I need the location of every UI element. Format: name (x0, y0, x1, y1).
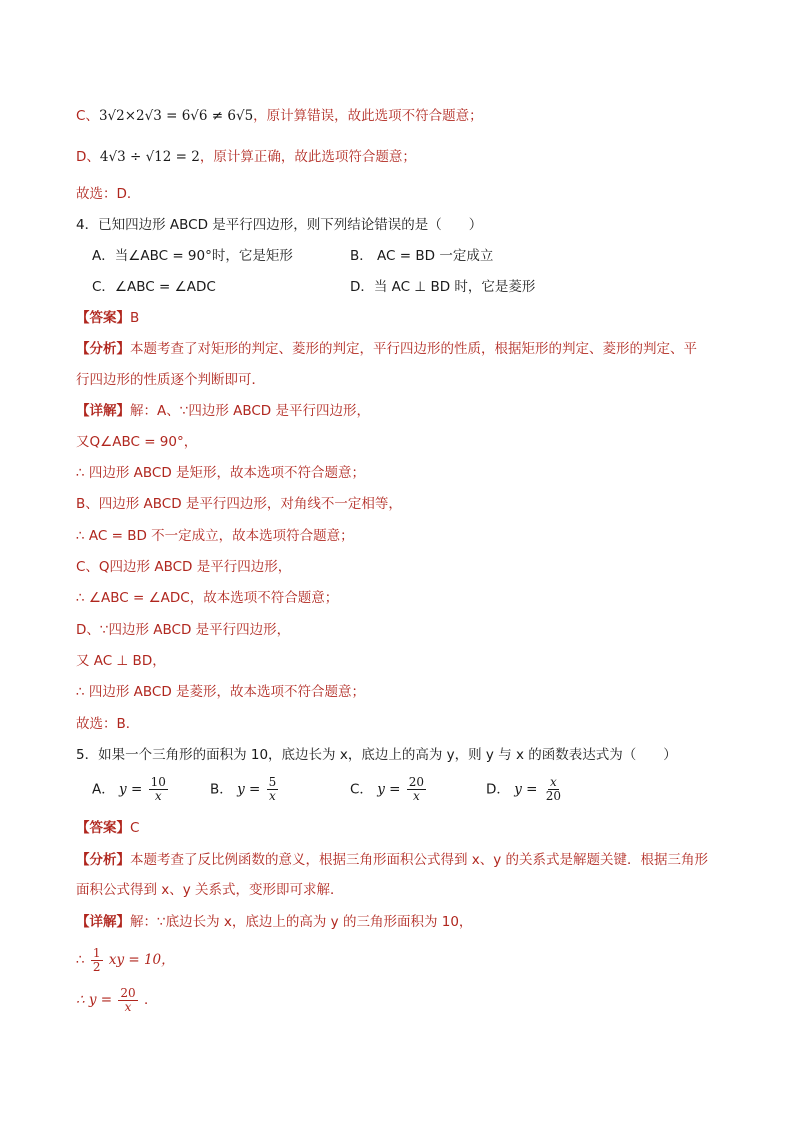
q4-answer-tag: 【答案】 (76, 310, 130, 326)
q5-option-d (486, 776, 565, 803)
q5-option-d-label: D． (486, 781, 510, 798)
q5-d2-fraction (91, 947, 103, 974)
q4-detail-line-5: ∴ AC = BD 不一定成立，故本选项符合题意； (76, 528, 354, 544)
q5-option-c (350, 776, 428, 803)
q4-option-a: A．当∠ABC = 90°时，它是矩形 (92, 248, 293, 264)
q5-option-d-den: 20 (545, 789, 562, 803)
q5-option-a-num: 10 (150, 775, 166, 789)
q4-detail-line-6: C、Q四边形 ABCD 是平行四边形， (76, 559, 292, 575)
prev-c-expr: 3√2×2√3 = 6√6 ≠ 6√5 (98, 108, 254, 124)
q5-option-c-label: C． (350, 781, 373, 798)
q4-detail-line-2: 又Q∠ABC = 90°， (76, 434, 198, 450)
prev-c-label: C、 (76, 108, 99, 124)
q4-detail-line-9: 又 AC ⊥ BD， (76, 653, 166, 669)
q5-option-a-fraction (149, 776, 168, 803)
q5-option-c-lhs: y = (377, 781, 401, 798)
q5-d2-den: 2 (92, 959, 101, 974)
q4-detail-line-11: 故选：B． (76, 716, 140, 732)
q4-stem: 4．已知四边形 ABCD 是平行四边形，则下列结论错误的是（ ） (76, 217, 483, 233)
q4-detail-line-10: ∴ 四边形 ABCD 是菱形，故本选项不符合题意； (76, 684, 366, 700)
q5-stem: 5．如果一个三角形的面积为 10，底边长为 x，底边上的高为 y，则 y 与 x 的函数表达式为（ ） (76, 747, 677, 763)
q5-option-c-fraction (407, 776, 426, 803)
q5-option-d-lhs: y = (514, 781, 538, 798)
q4-detail-line-7: ∴ ∠ABC = ∠ADC，故本选项不符合题意； (76, 590, 339, 606)
q5-option-b-num: 5 (268, 775, 277, 789)
q4-detail-line-3: ∴ 四边形 ABCD 是矩形，故本选项不符合题意； (76, 465, 366, 481)
q5-d3-fraction (118, 987, 137, 1014)
q5-detail-tag: 【详解】 (76, 914, 130, 930)
prev-option-d (76, 147, 416, 167)
q5-option-a-den: x (154, 789, 162, 803)
q5-option-b (210, 776, 280, 803)
q5-option-b-label: B． (210, 781, 233, 798)
q4-option-b: B． AC = BD 一定成立 (350, 248, 494, 264)
q5-answer-tag: 【答案】 (76, 820, 130, 836)
q5-option-d-num: x (549, 775, 557, 789)
q5-analysis-line-1 (76, 850, 708, 870)
q5-d3-suffix: ． (144, 992, 158, 1008)
q4-analysis-tag: 【分析】 (76, 341, 130, 357)
q5-option-c-den: x (413, 789, 420, 803)
q5-d2-prefix: ∴ (76, 952, 85, 968)
q4-detail-line-8: D、∵四边形 ABCD 是平行四边形， (76, 622, 291, 638)
q5-detail-text-1: 解：∵底边长为 x，底边上的高为 y 的三角形面积为 10， (130, 914, 473, 930)
prev-d-label: D、 (76, 149, 100, 165)
q5-option-a-lhs: y = (119, 781, 143, 798)
q5-d3-prefix: ∴ y = (76, 992, 113, 1008)
q5-d2-suffix: xy = 10， (108, 952, 175, 968)
q4-option-c: C．∠ABC = ∠ADC (92, 279, 216, 295)
q5-detail-line-3 (76, 985, 158, 1015)
q4-answer (76, 308, 139, 328)
q5-option-a-label: A． (92, 781, 115, 798)
q5-analysis-tag: 【分析】 (76, 852, 130, 868)
q4-detail-tag: 【详解】 (76, 403, 130, 419)
q5-detail-line-2 (76, 945, 175, 975)
q5-d3-num: 20 (120, 985, 136, 1000)
q4-analysis-line-2: 行四边形的性质逐个判断即可． (76, 372, 265, 388)
q5-analysis-text-1: 本题考查了反比例函数的意义，根据三角形面积公式得到 x、y 的关系式是解题关键．根据三角形 (130, 852, 709, 868)
q4-analysis-line-1 (76, 339, 697, 359)
q5-detail-line-1 (76, 912, 472, 932)
q5-answer-value: C (130, 820, 140, 836)
prev-c-text: ，原计算错误，故此选项不符合题意； (253, 108, 483, 124)
q5-option-b-den: x (269, 789, 276, 803)
q5-option-d-fraction (544, 776, 563, 803)
q5-d3-den: x (124, 999, 132, 1014)
q5-option-b-lhs: y = (237, 781, 261, 798)
q5-answer (76, 818, 139, 838)
q4-answer-value: B (130, 310, 140, 326)
prev-answer-line: 故选：D． (76, 186, 141, 202)
prev-d-expr: 4√3 ÷ √12 = 2 (99, 149, 200, 165)
q4-analysis-text-1: 本题考查了对矩形的判定、菱形的判定，平行四边形的性质，根据矩形的判定、菱形的判定、平 (130, 341, 697, 357)
q4-detail-line-1 (76, 401, 370, 421)
q5-option-b-fraction (267, 776, 279, 803)
prev-option-c (76, 106, 483, 126)
q5-d2-num: 1 (92, 945, 101, 960)
q5-analysis-line-2: 面积公式得到 x、y 关系式，变形即可求解． (76, 882, 344, 898)
q5-option-a (92, 776, 170, 803)
prev-d-text: ，原计算正确，故此选项符合题意； (199, 149, 416, 165)
q4-option-d: D．当 AC ⊥ BD 时，它是菱形 (350, 279, 536, 295)
q4-detail-line-4: B、四边形 ABCD 是平行四边形，对角线不一定相等， (76, 496, 402, 512)
q5-option-c-num: 20 (408, 775, 425, 789)
q4-detail-text-1: 解：A、∵四边形 ABCD 是平行四边形， (130, 403, 370, 419)
